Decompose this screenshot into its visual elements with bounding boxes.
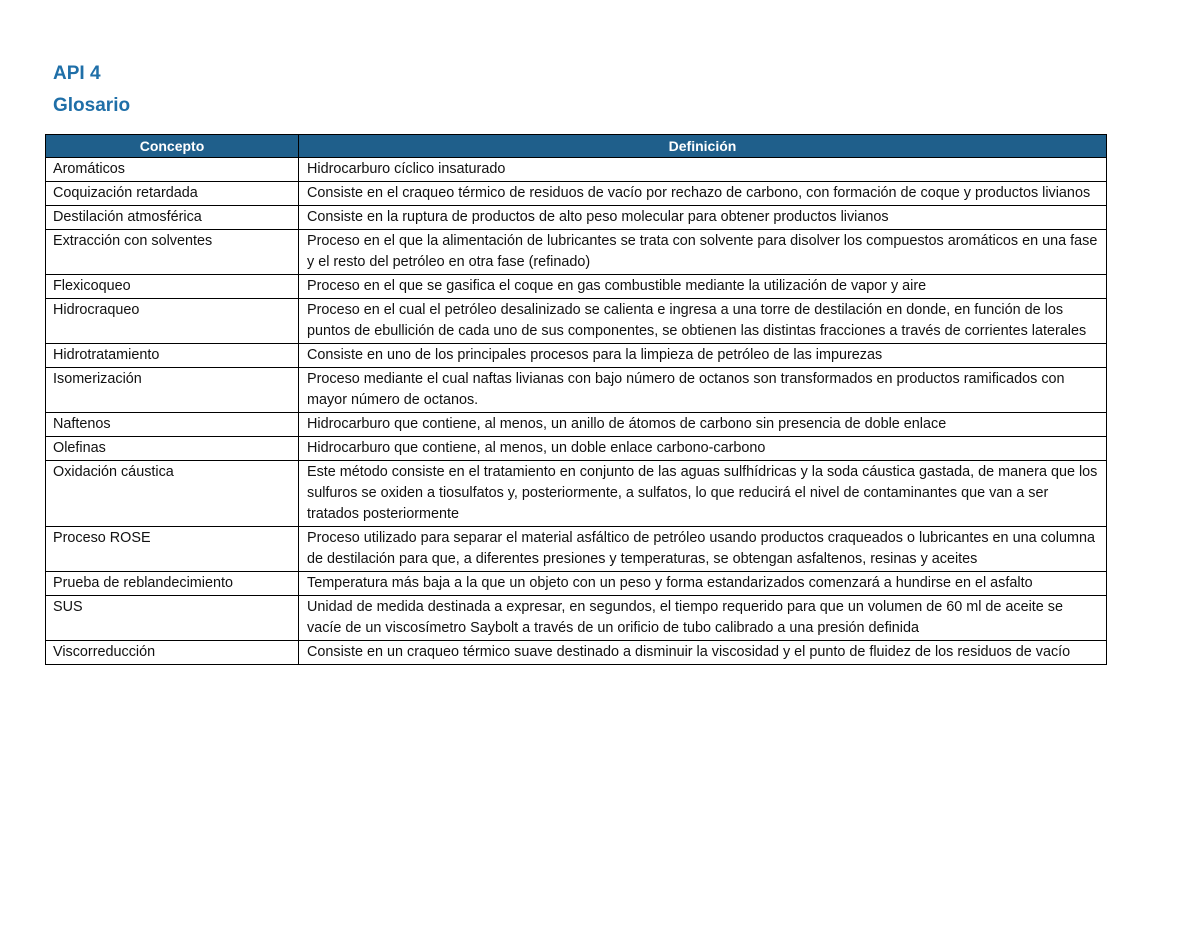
definition-cell: Consiste en un craqueo térmico suave destinado a disminuir la viscosidad y el punto de fluidez de los residuos de vacío bbox=[299, 641, 1107, 665]
document-title: API 4 bbox=[53, 63, 101, 84]
glossary-table bbox=[45, 134, 1107, 665]
definition-cell: Consiste en el craqueo térmico de residuos de vacío por rechazo de carbono, con formación de coque y productos livianos bbox=[299, 182, 1107, 206]
document-header bbox=[53, 58, 130, 122]
term-cell: Extracción con solventes bbox=[46, 230, 299, 275]
term-cell: Aromáticos bbox=[46, 158, 299, 182]
column-header-concepto: Concepto bbox=[46, 135, 299, 158]
term-cell: Isomerización bbox=[46, 368, 299, 413]
definition-cell: Hidrocarburo cíclico insaturado bbox=[299, 158, 1107, 182]
table-row bbox=[46, 413, 1107, 437]
definition-cell: Temperatura más baja a la que un objeto con un peso y forma estandarizados comenzará a hundirse en el asfalto bbox=[299, 572, 1107, 596]
definition-cell: Hidrocarburo que contiene, al menos, un doble enlace carbono-carbono bbox=[299, 437, 1107, 461]
definition-cell: Consiste en la ruptura de productos de alto peso molecular para obtener productos livianos bbox=[299, 206, 1107, 230]
definition-cell: Proceso en el cual el petróleo desalinizado se calienta e ingresa a una torre de destilación en donde, en función de los puntos de ebullición de cada uno de sus componentes, se obtienen las distintas fracciones a través de corrientes laterales bbox=[299, 299, 1107, 344]
term-cell: Coquización retardada bbox=[46, 182, 299, 206]
table-header-row bbox=[46, 135, 1107, 158]
table-row bbox=[46, 461, 1107, 527]
definition-cell: Hidrocarburo que contiene, al menos, un anillo de átomos de carbono sin presencia de doble enlace bbox=[299, 413, 1107, 437]
table-row bbox=[46, 368, 1107, 413]
table-row bbox=[46, 596, 1107, 641]
table-row bbox=[46, 275, 1107, 299]
term-cell: Olefinas bbox=[46, 437, 299, 461]
definition-cell: Proceso en el que la alimentación de lubricantes se trata con solvente para disolver los compuestos aromáticos en una fase y el resto del petróleo en otra fase (refinado) bbox=[299, 230, 1107, 275]
definition-cell: Proceso en el que se gasifica el coque en gas combustible mediante la utilización de vapor y aire bbox=[299, 275, 1107, 299]
term-cell: Proceso ROSE bbox=[46, 527, 299, 572]
term-cell: Prueba de reblandecimiento bbox=[46, 572, 299, 596]
term-cell: SUS bbox=[46, 596, 299, 641]
term-cell: Naftenos bbox=[46, 413, 299, 437]
term-cell: Hidrocraqueo bbox=[46, 299, 299, 344]
definition-cell: Este método consiste en el tratamiento en conjunto de las aguas sulfhídricas y la soda cáustica gastada, de manera que los sulfuros se oxiden a tiosulfatos y, posteriormente, a sulfatos, lo que reducirá el nivel de contaminantes que van a ser tratados posteriormente bbox=[299, 461, 1107, 527]
term-cell: Destilación atmosférica bbox=[46, 206, 299, 230]
definition-cell: Consiste en uno de los principales procesos para la limpieza de petróleo de las impurezas bbox=[299, 344, 1107, 368]
term-cell: Flexicoqueo bbox=[46, 275, 299, 299]
definition-cell: Unidad de medida destinada a expresar, en segundos, el tiempo requerido para que un volumen de 60 ml de aceite se vacíe de un viscosímetro Saybolt a través de un orificio de tubo calibrado a una presión definida bbox=[299, 596, 1107, 641]
table-row bbox=[46, 158, 1107, 182]
definition-cell: Proceso mediante el cual naftas livianas con bajo número de octanos son transformados en productos ramificados con mayor número de octanos. bbox=[299, 368, 1107, 413]
document-subtitle: Glosario bbox=[53, 95, 131, 116]
term-cell: Oxidación cáustica bbox=[46, 461, 299, 527]
table-row bbox=[46, 299, 1107, 344]
table-row bbox=[46, 572, 1107, 596]
column-header-definicion: Definición bbox=[299, 135, 1107, 158]
definition-cell: Proceso utilizado para separar el material asfáltico de petróleo usando productos craqueados o lubricantes en una columna de destilación para que, a diferentes presiones y temperaturas, se obtengan asfaltenos, resinas y aceites bbox=[299, 527, 1107, 572]
table-row bbox=[46, 230, 1107, 275]
table-row bbox=[46, 527, 1107, 572]
term-cell: Hidrotratamiento bbox=[46, 344, 299, 368]
term-cell: Viscorreducción bbox=[46, 641, 299, 665]
table-row bbox=[46, 206, 1107, 230]
table-row bbox=[46, 182, 1107, 206]
table-row bbox=[46, 437, 1107, 461]
table-row bbox=[46, 344, 1107, 368]
table-row bbox=[46, 641, 1107, 665]
